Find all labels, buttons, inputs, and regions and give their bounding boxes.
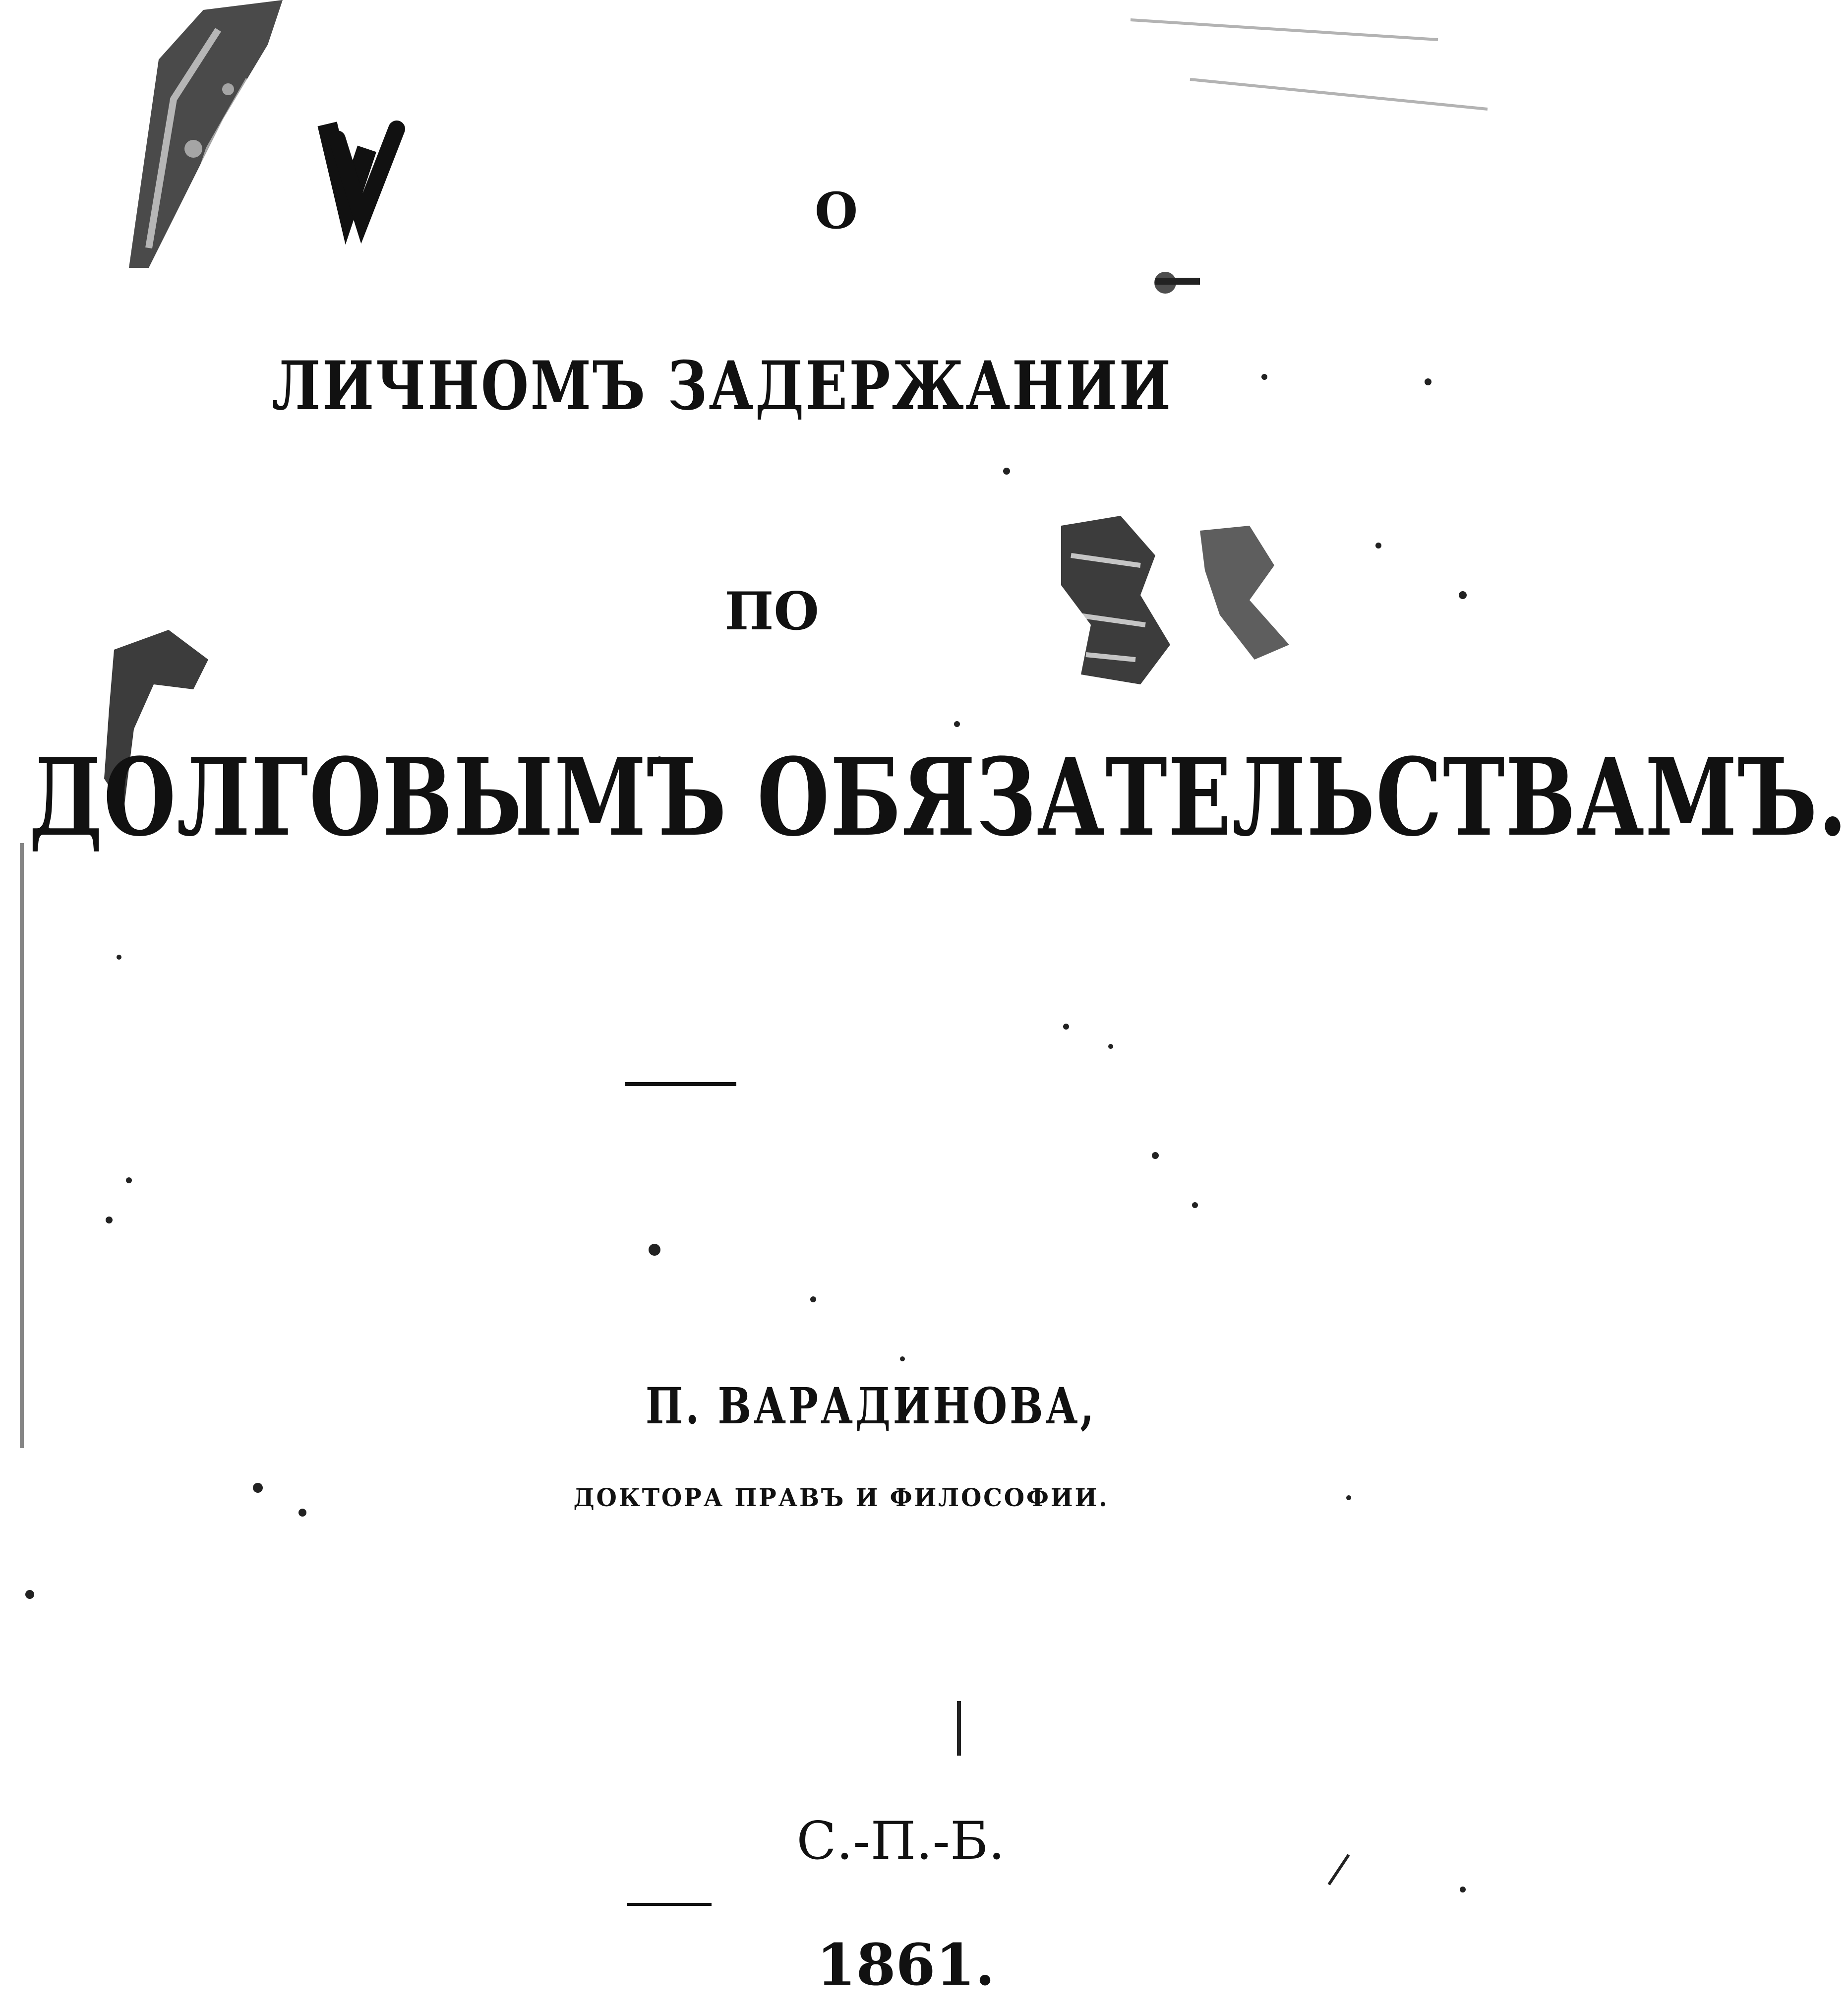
author-name: П. ВАРАДИНОВА, (645, 1377, 1097, 1435)
title-preposition-o: О (814, 182, 858, 240)
publication-city: С.-П.-Б. (796, 1811, 1005, 1871)
imprint-rule (627, 1903, 712, 1906)
author-degree: ДОКТОРА ПРАВЪ И ФИЛОСОФИИ. (573, 1483, 1109, 1512)
separator-rule (625, 1082, 736, 1086)
title-line-2: ДОЛГОВЫМЪ ОБЯЗАТЕЛЬСТВАМЪ. (29, 734, 1848, 860)
title-preposition-po: ПО (724, 580, 819, 642)
publication-year: 1861. (816, 1932, 995, 1999)
title-line-1: ЛИЧНОМЪ ЗАДЕРЖАНИИ (272, 346, 1173, 425)
